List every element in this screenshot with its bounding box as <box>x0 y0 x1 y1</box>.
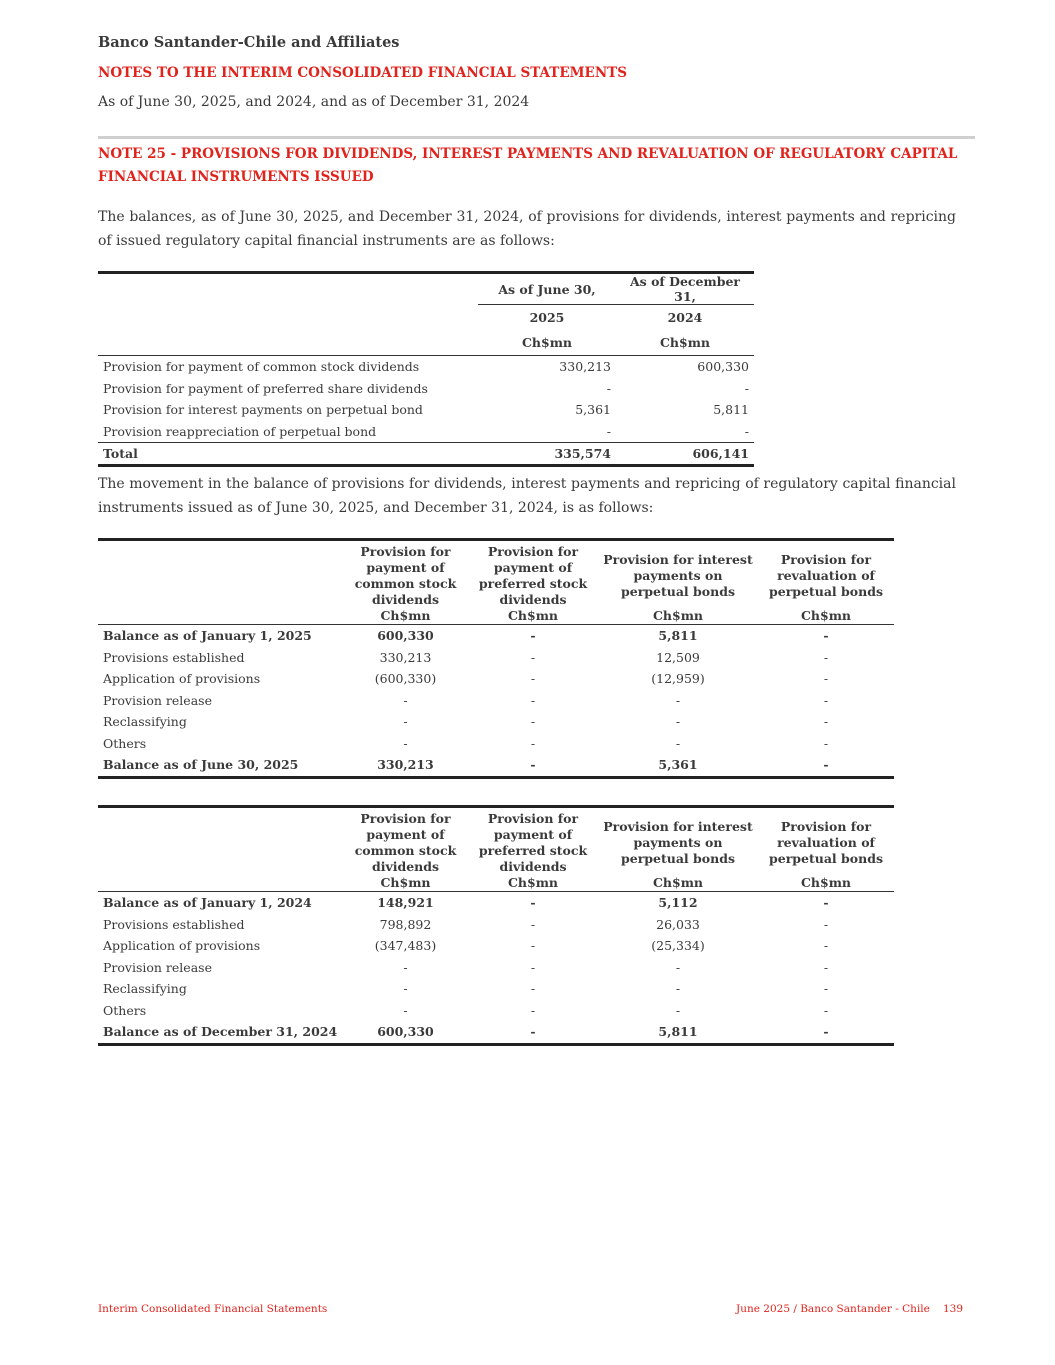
cell: 12,509 <box>656 649 700 665</box>
intro-paragraph: The balances, as of June 30, 2025, and December 31, 2024, of provisions for dividends, interest payments and repricing of issued regulatory capital financial instruments are as follows: <box>98 209 956 249</box>
notes-title: NOTES TO THE INTERIM CONSOLIDATED FINANCIAL STATEMENTS <box>98 65 627 81</box>
table-row <box>98 1000 894 1022</box>
table-row <box>98 733 894 755</box>
row-label: Application of provisions <box>103 671 261 687</box>
cell: 26,033 <box>656 916 700 932</box>
cell: - <box>675 735 681 751</box>
col-header-december: As of December 31, <box>616 273 754 305</box>
table-row <box>98 754 894 777</box>
cell: - <box>823 714 829 730</box>
col-unit: Ch$mn <box>758 608 894 625</box>
table-row <box>98 378 754 400</box>
col-unit: Ch$mn <box>343 608 468 625</box>
cell: - <box>530 649 536 665</box>
table-row <box>98 647 894 669</box>
col-unit: Ch$mn <box>616 330 754 356</box>
cell: - <box>530 959 536 975</box>
row-label: Provision release <box>103 959 212 975</box>
movement-table-2025 <box>98 538 894 779</box>
footer-period: June 2025 / Banco Santander - Chile <box>736 1303 930 1315</box>
col-unit: Ch$mn <box>343 875 468 892</box>
cell: - <box>530 1002 536 1018</box>
period-subtitle: As of June 30, 2025, and 2024, and as of December 31, 2024 <box>98 94 530 110</box>
cell: - <box>675 714 681 730</box>
row-label: Balance as of January 1, 2025 <box>103 628 312 644</box>
cell: (347,483) <box>374 938 437 954</box>
company-name: Banco Santander-Chile and Affiliates <box>98 34 400 51</box>
table-row <box>98 625 894 647</box>
table-row <box>98 914 894 936</box>
cell: - <box>530 692 536 708</box>
col-year-2025: 2025 <box>529 310 565 325</box>
note-heading: NOTE 25 - PROVISIONS FOR DIVIDENDS, INTEREST PAYMENTS AND REVALUATION OF REGULATORY CAPITAL FINANCIAL INSTRUMENTS ISSUED <box>98 146 958 185</box>
col-year-2024: 2024 <box>667 310 703 325</box>
cell: 330,213 <box>377 757 434 773</box>
cell-2024: - <box>744 380 749 396</box>
col-unit: Ch$mn <box>598 875 758 892</box>
col-header-common: Provision for payment of common stock dividends <box>354 811 457 874</box>
row-label: Balance as of June 30, 2025 <box>103 757 299 773</box>
cell: - <box>530 981 536 997</box>
cell: - <box>403 714 408 730</box>
cell: 5,811 <box>658 1024 698 1040</box>
col-unit: Ch$mn <box>598 608 758 625</box>
cell: 5,811 <box>658 628 698 644</box>
row-label: Reclassifying <box>103 714 187 730</box>
cell: 798,892 <box>379 916 432 932</box>
cell: 330,213 <box>379 649 432 665</box>
row-label: Provision for payment of common stock dividends <box>103 359 420 375</box>
col-header-preferred: Provision for payment of preferred stock dividends <box>478 544 588 607</box>
col-header-revaluation: Provision for revaluation of perpetual bonds <box>769 819 883 866</box>
row-label: Provisions established <box>103 649 245 665</box>
cell: - <box>403 692 408 708</box>
cell: - <box>675 1002 681 1018</box>
footer-document-title: Interim Consolidated Financial Statements <box>98 1303 328 1315</box>
cell: - <box>823 628 829 644</box>
cell: - <box>823 1002 829 1018</box>
table-row <box>98 690 894 712</box>
cell: - <box>530 895 536 911</box>
total-label: Total <box>98 443 478 466</box>
row-label: Provisions established <box>103 916 245 932</box>
page-number: 139 <box>943 1303 964 1315</box>
cell: - <box>823 959 829 975</box>
row-label: Provision release <box>103 692 212 708</box>
row-label: Balance as of December 31, 2024 <box>103 1024 338 1040</box>
table-row <box>98 668 894 690</box>
total-2024: 606,141 <box>616 443 754 466</box>
cell: 600,330 <box>377 628 434 644</box>
row-label: Balance as of January 1, 2024 <box>103 895 312 911</box>
table-row <box>98 978 894 1000</box>
col-header-june: As of June 30, <box>478 273 616 305</box>
cell: - <box>403 959 408 975</box>
cell-2025: - <box>606 380 611 396</box>
row-label: Provision reappreciation of perpetual bond <box>103 423 377 439</box>
header-divider <box>98 136 975 139</box>
cell: (600,330) <box>374 671 437 687</box>
cell-2024: 5,811 <box>713 402 749 418</box>
cell: - <box>530 1024 536 1040</box>
cell-2024: 600,330 <box>697 359 749 375</box>
total-2025: 335,574 <box>478 443 616 466</box>
col-unit: Ch$mn <box>758 875 894 892</box>
row-label: Provision for payment of preferred share dividends <box>103 380 428 396</box>
col-header-interest: Provision for interest payments on perpetual bonds <box>603 819 753 866</box>
cell: - <box>823 1024 829 1040</box>
cell: 600,330 <box>377 1024 434 1040</box>
cell: 5,112 <box>658 895 698 911</box>
cell: - <box>403 735 408 751</box>
row-label: Application of provisions <box>103 938 261 954</box>
col-unit: Ch$mn <box>468 608 598 625</box>
cell: - <box>823 757 829 773</box>
cell: - <box>823 895 829 911</box>
cell-2025: - <box>606 423 611 439</box>
cell: - <box>823 916 829 932</box>
cell: - <box>823 981 829 997</box>
cell: - <box>823 649 829 665</box>
total-row <box>98 443 754 466</box>
cell: - <box>530 757 536 773</box>
row-label: Others <box>103 735 147 751</box>
col-header-common: Provision for payment of common stock dividends <box>354 544 457 607</box>
movement-paragraph: The movement in the balance of provisions for dividends, interest payments and repricing of regulatory capital financial instruments issued as of June 30, 2025, and December 31, 2024, is as follows: <box>98 476 956 516</box>
movement-table-2024 <box>98 805 894 1046</box>
cell: 148,921 <box>377 895 434 911</box>
cell: - <box>530 714 536 730</box>
row-label: Reclassifying <box>103 981 187 997</box>
cell: - <box>675 981 681 997</box>
row-label: Others <box>103 1002 147 1018</box>
table-row <box>98 892 894 914</box>
cell: - <box>823 735 829 751</box>
col-header-revaluation: Provision for revaluation of perpetual bonds <box>769 552 883 599</box>
table-row <box>98 356 754 378</box>
cell: - <box>823 938 829 954</box>
cell: - <box>823 671 829 687</box>
cell-2024: - <box>744 423 749 439</box>
table-row <box>98 1021 894 1044</box>
cell: (25,334) <box>651 938 705 954</box>
cell: - <box>403 1002 408 1018</box>
col-header-interest: Provision for interest payments on perpetual bonds <box>603 552 753 599</box>
col-unit: Ch$mn <box>478 330 616 356</box>
cell: - <box>675 959 681 975</box>
cell: - <box>530 671 536 687</box>
table-row <box>98 399 754 421</box>
cell-2025: 5,361 <box>575 402 611 418</box>
cell-2025: 330,213 <box>559 359 611 375</box>
table-row <box>98 957 894 979</box>
row-label: Provision for interest payments on perpetual bond <box>103 402 423 418</box>
table-row <box>98 935 894 957</box>
cell: - <box>675 692 681 708</box>
table-row <box>98 421 754 443</box>
col-unit: Ch$mn <box>468 875 598 892</box>
cell: - <box>530 916 536 932</box>
cell: (12,959) <box>651 671 705 687</box>
balances-table <box>98 271 754 467</box>
cell: - <box>823 692 829 708</box>
cell: - <box>530 735 536 751</box>
cell: - <box>530 938 536 954</box>
cell: - <box>530 628 536 644</box>
cell: 5,361 <box>658 757 698 773</box>
cell: - <box>403 981 408 997</box>
table-row <box>98 711 894 733</box>
col-header-preferred: Provision for payment of preferred stock dividends <box>478 811 588 874</box>
